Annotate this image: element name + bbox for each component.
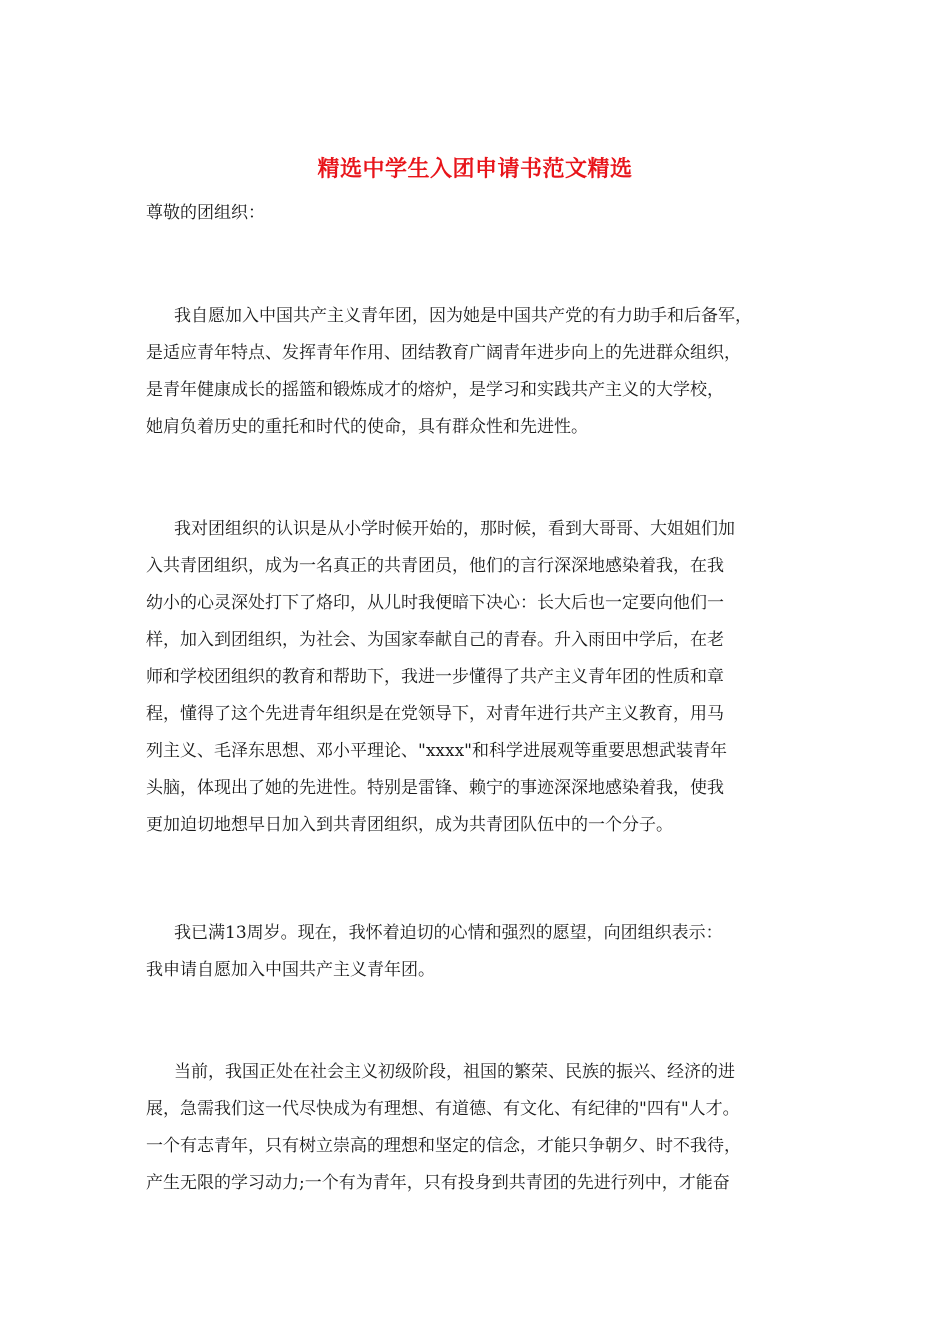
paragraph-line: 一个有志青年，只有树立崇高的理想和坚定的信念，才能只争朝夕、时不我待， xyxy=(146,1136,741,1156)
document-title: 精选中学生入团申请书范文精选 xyxy=(317,156,633,182)
paragraph-line: 我自愿加入中国共产主义青年团，因为她是中国共产党的有力助手和后备军， xyxy=(174,306,752,326)
paragraph-line: 师和学校团组织的教育和帮助下，我进一步懂得了共产主义青年团的性质和章 xyxy=(146,667,724,687)
paragraph-line: 幼小的心灵深处打下了烙印，从儿时我便暗下决心：长大后也一定要向他们一 xyxy=(146,593,724,613)
paragraph-line: 展，急需我们这一代尽快成为有理想、有道德、有文化、有纪律的"四有"人才。 xyxy=(146,1099,740,1119)
salutation: 尊敬的团组织： xyxy=(146,203,265,223)
paragraph-3 xyxy=(146,915,806,989)
paragraph-line: 是青年健康成长的摇篮和锻炼成才的熔炉，是学习和实践共产主义的大学校， xyxy=(146,380,724,400)
paragraph-line: 程，懂得了这个先进青年组织是在党领导下，对青年进行共产主义教育，用马 xyxy=(146,704,724,724)
paragraph-line: 她肩负着历史的重托和时代的使命，具有群众性和先进性。 xyxy=(146,417,588,437)
paragraph-line: 头脑，体现出了她的先进性。特别是雷锋、赖宁的事迹深深地感染着我，使我 xyxy=(146,778,724,798)
paragraph-line: 更加迫切地想早日加入到共青团组织，成为共青团队伍中的一个分子。 xyxy=(146,815,673,835)
paragraph-line: 我对团组织的认识是从小学时候开始的，那时候，看到大哥哥、大姐姐们加 xyxy=(174,519,735,539)
paragraph-line: 当前，我国正处在社会主义初级阶段，祖国的繁荣、民族的振兴、经济的进 xyxy=(174,1062,735,1082)
paragraph-line: 样，加入到团组织，为社会、为国家奉献自己的青春。升入雨田中学后，在老 xyxy=(146,630,724,650)
paragraph-line: 列主义、毛泽东思想、邓小平理论、"xxxx"和科学进展观等重要思想武装青年 xyxy=(146,741,727,761)
paragraph-line: 产生无限的学习动力;一个有为青年，只有投身到共青团的先进行列中，才能奋 xyxy=(146,1173,730,1193)
paragraph-2 xyxy=(146,511,806,844)
paragraph-line: 是适应青年特点、发挥青年作用、团结教育广阔青年进步向上的先进群众组织， xyxy=(146,343,741,363)
paragraph-line: 我已满13周岁。现在，我怀着迫切的心情和强烈的愿望，向团组织表示： xyxy=(174,923,723,943)
paragraph-line: 入共青团组织，成为一名真正的共青团员，他们的言行深深地感染着我，在我 xyxy=(146,556,724,576)
paragraph-4 xyxy=(146,1054,806,1202)
paragraph-1 xyxy=(146,298,806,446)
paragraph-line: 我申请自愿加入中国共产主义青年团。 xyxy=(146,960,435,980)
